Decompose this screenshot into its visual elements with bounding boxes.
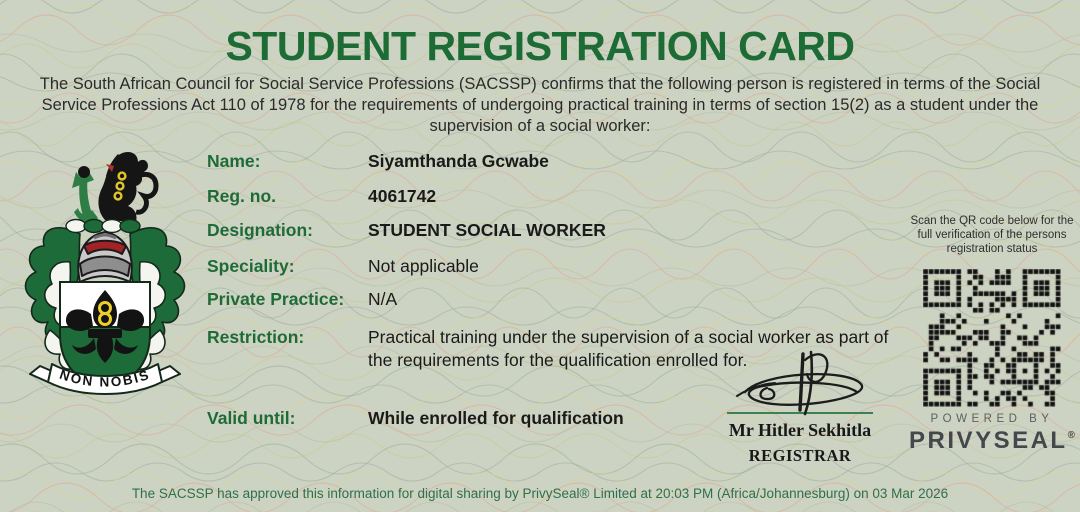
- helmet: [78, 232, 131, 282]
- field-label: Private Practice:: [207, 289, 345, 309]
- field-designation: [207, 219, 917, 242]
- qr-verification-panel: [905, 214, 1079, 455]
- field-value: While enrolled for qualification: [368, 408, 624, 428]
- field-value: STUDENT SOCIAL WORKER: [368, 220, 606, 240]
- field-label: Reg. no.: [207, 186, 277, 206]
- field-label: Valid until:: [207, 408, 296, 428]
- field-name: [207, 150, 917, 173]
- field-label: Speciality:: [207, 256, 295, 276]
- field-reg-no: [207, 185, 917, 208]
- field-value: 4061742: [368, 186, 437, 206]
- intro-text: The South African Council for Social Service Professions (SACSSP) confirms that the following person is registered in terms of the Social Service Professions Act 110 of 1978 for the requirements of undergoing practical training in terms of section 15(2) as a student under the supervision of a social worker:: [39, 75, 1041, 135]
- field-value: N/A: [368, 289, 398, 309]
- signature-line: [727, 412, 873, 414]
- privyseal-logo: PRIVYSEAL®: [909, 427, 1075, 454]
- field-private-practice: [207, 288, 917, 311]
- page-title: STUDENT REGISTRATION CARD: [225, 23, 855, 69]
- lion-and-anchor: [72, 152, 156, 223]
- field-speciality: [207, 255, 917, 278]
- field-value: Not applicable: [368, 256, 479, 276]
- field-label: Designation:: [207, 220, 313, 240]
- sacssp-crest: [10, 142, 200, 420]
- registrar-name: Mr Hitler Sekhitla: [728, 420, 872, 440]
- field-value: Siyamthanda Gcwabe: [368, 151, 549, 171]
- crest-motto: NON NOBIS: [57, 366, 153, 390]
- registrar-signature-block: [700, 348, 900, 466]
- approval-footer: The SACSSP has approved this information for digital sharing by PrivySeal® Limited at 20:03 PM (Africa/Johannesburg) on 03 Mar 2026: [131, 486, 949, 501]
- field-label: Restriction:: [207, 327, 305, 347]
- registrar-role: REGISTRAR: [748, 446, 852, 465]
- qr-instruction: Scan the QR code below for the full verification of the persons registration status: [910, 215, 1074, 255]
- qr-code: [923, 269, 1061, 407]
- powered-by-label: POWERED BY: [930, 413, 1054, 425]
- field-label: Name:: [207, 151, 261, 171]
- signature-scribble: [715, 348, 885, 416]
- coat-of-arms-graphic: [10, 142, 200, 420]
- field-value: Practical training under the supervision of a social worker as part of the requirements for the qualification enrolled for.: [368, 327, 889, 370]
